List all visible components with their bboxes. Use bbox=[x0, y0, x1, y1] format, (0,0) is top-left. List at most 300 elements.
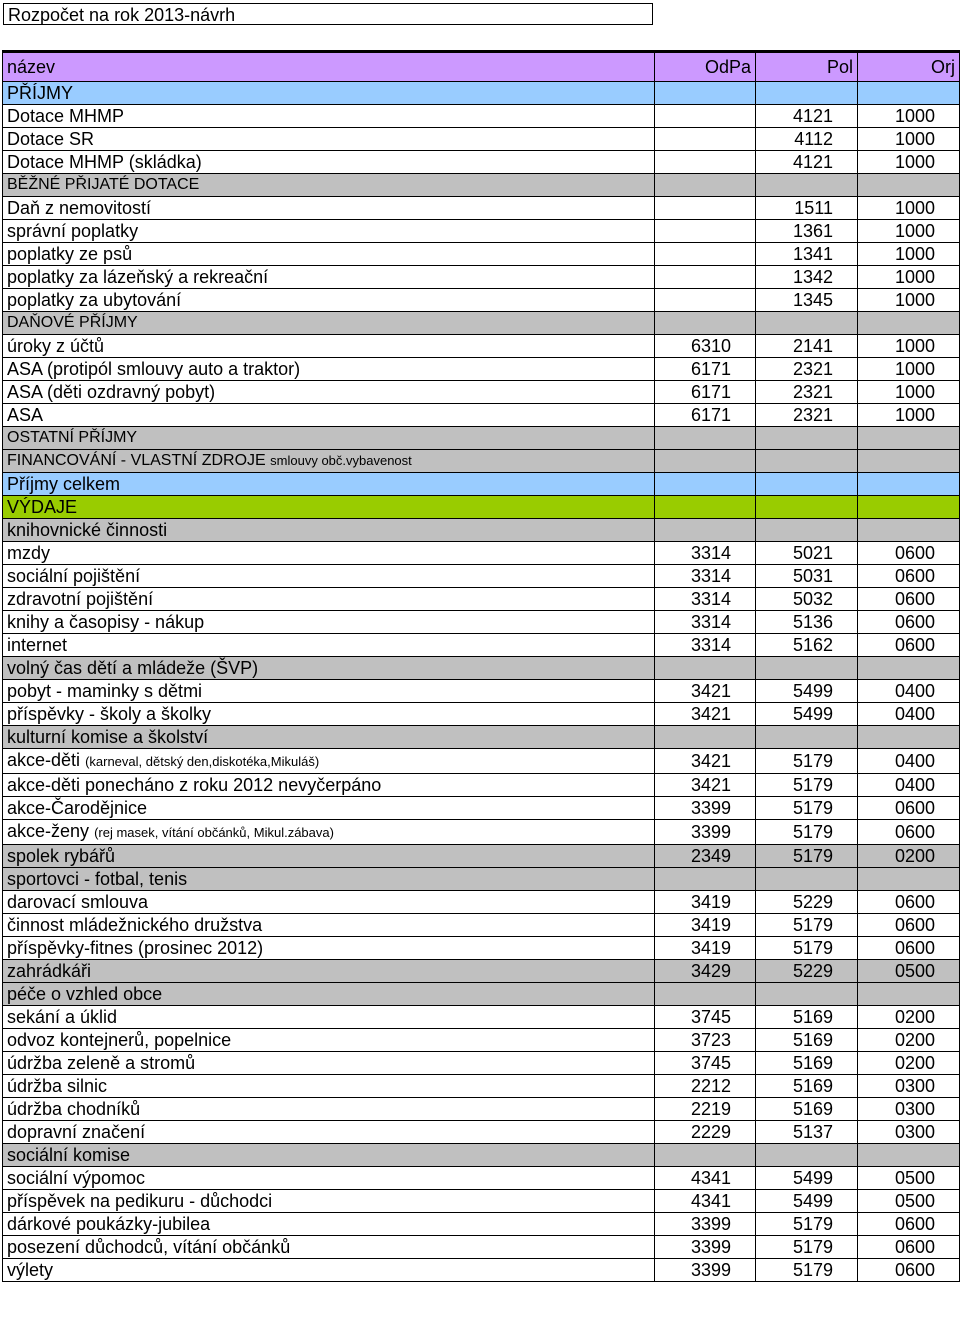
row-name bbox=[3, 1144, 655, 1167]
row-label: zdravotní pojištění bbox=[7, 589, 154, 609]
row-label: akce-děti bbox=[7, 750, 81, 770]
cell-pol: 5179 bbox=[756, 1236, 858, 1259]
cell-odpa: 3314 bbox=[655, 588, 756, 611]
cell-odpa bbox=[655, 174, 756, 197]
cell-pol: 2321 bbox=[756, 381, 858, 404]
row-name bbox=[3, 128, 655, 151]
cell-odpa bbox=[655, 657, 756, 680]
cell-odpa: 6171 bbox=[655, 404, 756, 427]
row-name bbox=[3, 473, 655, 496]
table-row bbox=[3, 1259, 960, 1282]
cell-orj: 0400 bbox=[858, 749, 960, 774]
cell-pol: 5499 bbox=[756, 680, 858, 703]
cell-orj: 1000 bbox=[858, 266, 960, 289]
cell-odpa: 3745 bbox=[655, 1006, 756, 1029]
row-name bbox=[3, 914, 655, 937]
cell-odpa: 3421 bbox=[655, 749, 756, 774]
cell-odpa bbox=[655, 1144, 756, 1167]
table-row bbox=[3, 1167, 960, 1190]
cell-odpa: 2219 bbox=[655, 1098, 756, 1121]
row-name bbox=[3, 797, 655, 820]
cell-orj: 0600 bbox=[858, 1259, 960, 1282]
table-row bbox=[3, 128, 960, 151]
table-row bbox=[3, 960, 960, 983]
cell-pol: 4121 bbox=[756, 105, 858, 128]
row-label: správní poplatky bbox=[7, 221, 139, 241]
table-row bbox=[3, 243, 960, 266]
cell-pol: 5229 bbox=[756, 891, 858, 914]
row-label: sociální pojištění bbox=[7, 566, 141, 586]
row-label: sportovci - fotbal, tenis bbox=[7, 869, 188, 889]
cell-pol: 2321 bbox=[756, 404, 858, 427]
cell-odpa bbox=[655, 243, 756, 266]
row-name bbox=[3, 960, 655, 983]
cell-odpa bbox=[655, 266, 756, 289]
cell-orj: 0600 bbox=[858, 1236, 960, 1259]
table-row bbox=[3, 519, 960, 542]
cell-odpa: 3399 bbox=[655, 797, 756, 820]
cell-odpa: 6171 bbox=[655, 358, 756, 381]
table-row bbox=[3, 588, 960, 611]
row-label: dopravní značení bbox=[7, 1122, 146, 1142]
table-row bbox=[3, 381, 960, 404]
cell-pol: 1345 bbox=[756, 289, 858, 312]
row-label: darovací smlouva bbox=[7, 892, 149, 912]
header-pol: Pol bbox=[756, 52, 858, 82]
table-row bbox=[3, 703, 960, 726]
cell-pol: 4112 bbox=[756, 128, 858, 151]
cell-odpa: 3314 bbox=[655, 611, 756, 634]
cell-pol: 5179 bbox=[756, 914, 858, 937]
row-name bbox=[3, 657, 655, 680]
cell-pol: 5179 bbox=[756, 937, 858, 960]
sheet-title: Rozpočet na rok 2013-návrh bbox=[3, 3, 653, 25]
cell-odpa: 3314 bbox=[655, 542, 756, 565]
row-name bbox=[3, 680, 655, 703]
cell-pol: 5169 bbox=[756, 1006, 858, 1029]
table-row bbox=[3, 151, 960, 174]
row-label: Daň z nemovitostí bbox=[7, 198, 152, 218]
table-row bbox=[3, 1236, 960, 1259]
table-row bbox=[3, 473, 960, 496]
row-name bbox=[3, 703, 655, 726]
cell-orj bbox=[858, 726, 960, 749]
row-name bbox=[3, 820, 655, 845]
row-name bbox=[3, 611, 655, 634]
cell-orj: 1000 bbox=[858, 128, 960, 151]
row-label: Dotace MHMP (skládka) bbox=[7, 152, 202, 172]
table-row bbox=[3, 1006, 960, 1029]
cell-orj: 0600 bbox=[858, 937, 960, 960]
row-label: úroky z účtů bbox=[7, 336, 105, 356]
row-name bbox=[3, 243, 655, 266]
cell-pol bbox=[756, 496, 858, 519]
cell-orj bbox=[858, 519, 960, 542]
cell-orj bbox=[858, 1144, 960, 1167]
row-name bbox=[3, 937, 655, 960]
row-name bbox=[3, 1098, 655, 1121]
cell-odpa: 3421 bbox=[655, 703, 756, 726]
header-odpa: OdPa bbox=[655, 52, 756, 82]
cell-odpa: 3419 bbox=[655, 914, 756, 937]
cell-orj: 0500 bbox=[858, 960, 960, 983]
row-label: odvoz kontejnerů, popelnice bbox=[7, 1030, 232, 1050]
table-row bbox=[3, 1052, 960, 1075]
table-row bbox=[3, 404, 960, 427]
cell-odpa: 3419 bbox=[655, 891, 756, 914]
row-name bbox=[3, 1259, 655, 1282]
header-name: název bbox=[3, 52, 655, 82]
row-name bbox=[3, 335, 655, 358]
cell-odpa: 3399 bbox=[655, 1236, 756, 1259]
table-row bbox=[3, 1121, 960, 1144]
row-name bbox=[3, 983, 655, 1006]
cell-orj: 1000 bbox=[858, 335, 960, 358]
row-label: poplatky za lázeňský a rekreační bbox=[7, 267, 269, 287]
cell-orj: 1000 bbox=[858, 197, 960, 220]
table-row bbox=[3, 845, 960, 868]
header-row bbox=[3, 52, 960, 82]
cell-orj bbox=[858, 450, 960, 473]
cell-pol bbox=[756, 82, 858, 105]
row-name bbox=[3, 1190, 655, 1213]
cell-orj: 0200 bbox=[858, 1052, 960, 1075]
table-row bbox=[3, 289, 960, 312]
cell-odpa bbox=[655, 197, 756, 220]
cell-pol: 5179 bbox=[756, 820, 858, 845]
cell-pol: 5031 bbox=[756, 565, 858, 588]
cell-orj: 0600 bbox=[858, 914, 960, 937]
cell-orj: 1000 bbox=[858, 358, 960, 381]
row-name bbox=[3, 868, 655, 891]
cell-orj: 0200 bbox=[858, 1006, 960, 1029]
row-label: BĚŽNÉ PŘIJATÉ DOTACE bbox=[7, 176, 200, 193]
row-name bbox=[3, 774, 655, 797]
cell-orj: 0300 bbox=[858, 1075, 960, 1098]
cell-pol bbox=[756, 868, 858, 891]
table-row bbox=[3, 542, 960, 565]
table-row bbox=[3, 82, 960, 105]
cell-orj: 0600 bbox=[858, 1213, 960, 1236]
cell-odpa: 3421 bbox=[655, 680, 756, 703]
row-label: údržba zeleně a stromů bbox=[7, 1053, 196, 1073]
row-name bbox=[3, 1167, 655, 1190]
row-label: údržba chodníků bbox=[7, 1099, 141, 1119]
cell-orj bbox=[858, 82, 960, 105]
cell-odpa: 3745 bbox=[655, 1052, 756, 1075]
cell-orj: 0600 bbox=[858, 634, 960, 657]
cell-orj: 0300 bbox=[858, 1121, 960, 1144]
row-label: spolek rybářů bbox=[7, 846, 116, 866]
row-name bbox=[3, 496, 655, 519]
table-row bbox=[3, 1190, 960, 1213]
row-label: činnost mládežnického družstva bbox=[7, 915, 263, 935]
table-row bbox=[3, 220, 960, 243]
cell-pol: 1511 bbox=[756, 197, 858, 220]
table-row bbox=[3, 312, 960, 335]
cell-orj bbox=[858, 312, 960, 335]
row-name bbox=[3, 174, 655, 197]
row-label: příspěvky - školy a školky bbox=[7, 704, 212, 724]
cell-orj: 1000 bbox=[858, 404, 960, 427]
row-label: VÝDAJE bbox=[7, 497, 78, 517]
table-row bbox=[3, 358, 960, 381]
row-name bbox=[3, 588, 655, 611]
cell-odpa bbox=[655, 726, 756, 749]
cell-pol bbox=[756, 427, 858, 450]
row-label: Dotace MHMP bbox=[7, 106, 125, 126]
row-label: výlety bbox=[7, 1260, 54, 1280]
table-row bbox=[3, 565, 960, 588]
row-label: ASA bbox=[7, 405, 44, 425]
row-label: akce-děti ponecháno z roku 2012 nevyčerpáno bbox=[7, 775, 382, 795]
row-name bbox=[3, 1006, 655, 1029]
table-row bbox=[3, 914, 960, 937]
cell-pol: 2141 bbox=[756, 335, 858, 358]
row-label: dárkové poukázky-jubilea bbox=[7, 1214, 211, 1234]
cell-pol: 5179 bbox=[756, 845, 858, 868]
cell-odpa: 2229 bbox=[655, 1121, 756, 1144]
row-name bbox=[3, 197, 655, 220]
table-row bbox=[3, 749, 960, 774]
table-row bbox=[3, 611, 960, 634]
row-label: akce-Čarodějnice bbox=[7, 798, 148, 818]
cell-odpa bbox=[655, 128, 756, 151]
cell-orj: 0500 bbox=[858, 1167, 960, 1190]
cell-orj: 0600 bbox=[858, 611, 960, 634]
row-name bbox=[3, 82, 655, 105]
cell-pol: 5169 bbox=[756, 1098, 858, 1121]
cell-orj bbox=[858, 657, 960, 680]
row-name bbox=[3, 266, 655, 289]
row-name bbox=[3, 312, 655, 335]
table-row bbox=[3, 937, 960, 960]
cell-odpa: 2212 bbox=[655, 1075, 756, 1098]
row-name bbox=[3, 565, 655, 588]
cell-pol: 1361 bbox=[756, 220, 858, 243]
row-label: poplatky za ubytování bbox=[7, 290, 182, 310]
row-label: ASA (protipól smlouvy auto a traktor) bbox=[7, 359, 301, 379]
cell-odpa: 3314 bbox=[655, 634, 756, 657]
row-name bbox=[3, 891, 655, 914]
row-label: pobyt - maminky s dětmi bbox=[7, 681, 203, 701]
row-name bbox=[3, 404, 655, 427]
cell-odpa bbox=[655, 105, 756, 128]
row-label: posezení důchodců, vítání občánků bbox=[7, 1237, 291, 1257]
row-name bbox=[3, 1213, 655, 1236]
table-row bbox=[3, 1213, 960, 1236]
table-row bbox=[3, 1075, 960, 1098]
cell-orj bbox=[858, 868, 960, 891]
cell-orj: 0600 bbox=[858, 565, 960, 588]
table-row bbox=[3, 1029, 960, 1052]
cell-pol: 5499 bbox=[756, 1190, 858, 1213]
cell-odpa bbox=[655, 983, 756, 1006]
cell-odpa bbox=[655, 82, 756, 105]
cell-orj: 0300 bbox=[858, 1098, 960, 1121]
table-row bbox=[3, 1098, 960, 1121]
cell-pol bbox=[756, 519, 858, 542]
table-row bbox=[3, 680, 960, 703]
cell-orj: 0200 bbox=[858, 845, 960, 868]
cell-pol: 5162 bbox=[756, 634, 858, 657]
cell-pol: 5179 bbox=[756, 1213, 858, 1236]
table-row bbox=[3, 983, 960, 1006]
cell-orj bbox=[858, 473, 960, 496]
row-label: DAŇOVÉ PŘÍJMY bbox=[7, 314, 138, 331]
table-row bbox=[3, 820, 960, 845]
cell-pol bbox=[756, 1144, 858, 1167]
row-name bbox=[3, 845, 655, 868]
table-row bbox=[3, 197, 960, 220]
table-row bbox=[3, 174, 960, 197]
cell-orj bbox=[858, 496, 960, 519]
table-row bbox=[3, 1144, 960, 1167]
cell-pol: 2321 bbox=[756, 358, 858, 381]
row-label: kulturní komise a školství bbox=[7, 727, 209, 747]
table-row bbox=[3, 266, 960, 289]
row-label: volný čas dětí a mládeže (ŠVP) bbox=[7, 658, 259, 678]
cell-pol: 5032 bbox=[756, 588, 858, 611]
cell-odpa: 3399 bbox=[655, 820, 756, 845]
row-name bbox=[3, 726, 655, 749]
table-row bbox=[3, 891, 960, 914]
cell-pol: 5179 bbox=[756, 1259, 858, 1282]
row-label: knihovnické činnosti bbox=[7, 520, 168, 540]
table-row bbox=[3, 105, 960, 128]
row-label: ASA (děti ozdravný pobyt) bbox=[7, 382, 216, 402]
row-name bbox=[3, 1029, 655, 1052]
cell-odpa: 4341 bbox=[655, 1167, 756, 1190]
row-label: zahrádkáři bbox=[7, 961, 92, 981]
row-label: údržba silnic bbox=[7, 1076, 108, 1096]
cell-pol: 5169 bbox=[756, 1075, 858, 1098]
row-name bbox=[3, 542, 655, 565]
cell-orj: 1000 bbox=[858, 243, 960, 266]
cell-orj: 1000 bbox=[858, 151, 960, 174]
cell-orj bbox=[858, 983, 960, 1006]
cell-pol: 5229 bbox=[756, 960, 858, 983]
row-note: (rej masek, vítání občánků, Mikul.zábava) bbox=[94, 825, 334, 840]
table-row bbox=[3, 797, 960, 820]
cell-orj: 0600 bbox=[858, 588, 960, 611]
row-label: Příjmy celkem bbox=[7, 474, 121, 494]
row-name bbox=[3, 289, 655, 312]
cell-odpa bbox=[655, 427, 756, 450]
cell-orj: 1000 bbox=[858, 381, 960, 404]
row-label: příspěvek na pedikuru - důchodci bbox=[7, 1191, 273, 1211]
cell-orj: 1000 bbox=[858, 105, 960, 128]
cell-odpa: 3723 bbox=[655, 1029, 756, 1052]
table-row bbox=[3, 427, 960, 450]
row-name bbox=[3, 105, 655, 128]
table-row bbox=[3, 774, 960, 797]
cell-odpa bbox=[655, 473, 756, 496]
cell-pol: 5021 bbox=[756, 542, 858, 565]
cell-pol: 5499 bbox=[756, 703, 858, 726]
row-label: příspěvky-fitnes (prosinec 2012) bbox=[7, 938, 264, 958]
table-row bbox=[3, 868, 960, 891]
cell-odpa: 3419 bbox=[655, 937, 756, 960]
row-label: knihy a časopisy - nákup bbox=[7, 612, 205, 632]
cell-orj bbox=[858, 174, 960, 197]
row-name bbox=[3, 427, 655, 450]
cell-pol bbox=[756, 473, 858, 496]
row-name bbox=[3, 519, 655, 542]
cell-odpa: 3399 bbox=[655, 1213, 756, 1236]
row-name bbox=[3, 220, 655, 243]
cell-orj: 0600 bbox=[858, 820, 960, 845]
cell-pol: 5179 bbox=[756, 774, 858, 797]
table-row bbox=[3, 657, 960, 680]
cell-pol: 5179 bbox=[756, 749, 858, 774]
row-label: OSTATNÍ PŘÍJMY bbox=[7, 429, 138, 446]
cell-pol: 5169 bbox=[756, 1052, 858, 1075]
row-name bbox=[3, 358, 655, 381]
table-row bbox=[3, 496, 960, 519]
cell-orj: 0500 bbox=[858, 1190, 960, 1213]
table-row bbox=[3, 450, 960, 473]
row-label: poplatky ze psů bbox=[7, 244, 133, 264]
cell-pol bbox=[756, 174, 858, 197]
cell-odpa: 2349 bbox=[655, 845, 756, 868]
header-orj: Orj bbox=[858, 52, 960, 82]
cell-odpa bbox=[655, 220, 756, 243]
cell-odpa bbox=[655, 450, 756, 473]
cell-orj: 0400 bbox=[858, 703, 960, 726]
row-label: péče o vzhled obce bbox=[7, 984, 163, 1004]
table-row bbox=[3, 726, 960, 749]
row-label: sociální komise bbox=[7, 1145, 131, 1165]
cell-odpa bbox=[655, 312, 756, 335]
cell-pol: 5499 bbox=[756, 1167, 858, 1190]
row-label: internet bbox=[7, 635, 68, 655]
row-label: akce-ženy bbox=[7, 821, 90, 841]
cell-orj: 0400 bbox=[858, 680, 960, 703]
cell-odpa: 4341 bbox=[655, 1190, 756, 1213]
row-label: FINANCOVÁNÍ - VLASTNÍ ZDROJE bbox=[7, 452, 266, 469]
cell-orj: 1000 bbox=[858, 220, 960, 243]
cell-pol: 5137 bbox=[756, 1121, 858, 1144]
table-row bbox=[3, 634, 960, 657]
cell-orj: 0400 bbox=[858, 774, 960, 797]
cell-odpa bbox=[655, 496, 756, 519]
row-name bbox=[3, 749, 655, 774]
row-note: (karneval, dětský den,diskotéka,Mikuláš) bbox=[85, 754, 320, 769]
row-label: Dotace SR bbox=[7, 129, 95, 149]
cell-odpa: 3399 bbox=[655, 1259, 756, 1282]
cell-pol: 5169 bbox=[756, 1029, 858, 1052]
cell-orj bbox=[858, 427, 960, 450]
cell-orj: 0600 bbox=[858, 542, 960, 565]
cell-odpa: 3421 bbox=[655, 774, 756, 797]
row-name bbox=[3, 1052, 655, 1075]
row-label: sekání a úklid bbox=[7, 1007, 118, 1027]
cell-odpa: 3429 bbox=[655, 960, 756, 983]
cell-pol: 4121 bbox=[756, 151, 858, 174]
row-name bbox=[3, 151, 655, 174]
cell-pol: 1342 bbox=[756, 266, 858, 289]
row-label: PŘÍJMY bbox=[7, 83, 74, 103]
cell-pol bbox=[756, 983, 858, 1006]
cell-odpa bbox=[655, 289, 756, 312]
row-label: mzdy bbox=[7, 543, 51, 563]
cell-odpa: 3314 bbox=[655, 565, 756, 588]
row-label: sociální výpomoc bbox=[7, 1168, 146, 1188]
cell-orj: 0200 bbox=[858, 1029, 960, 1052]
cell-pol: 5136 bbox=[756, 611, 858, 634]
cell-pol bbox=[756, 312, 858, 335]
